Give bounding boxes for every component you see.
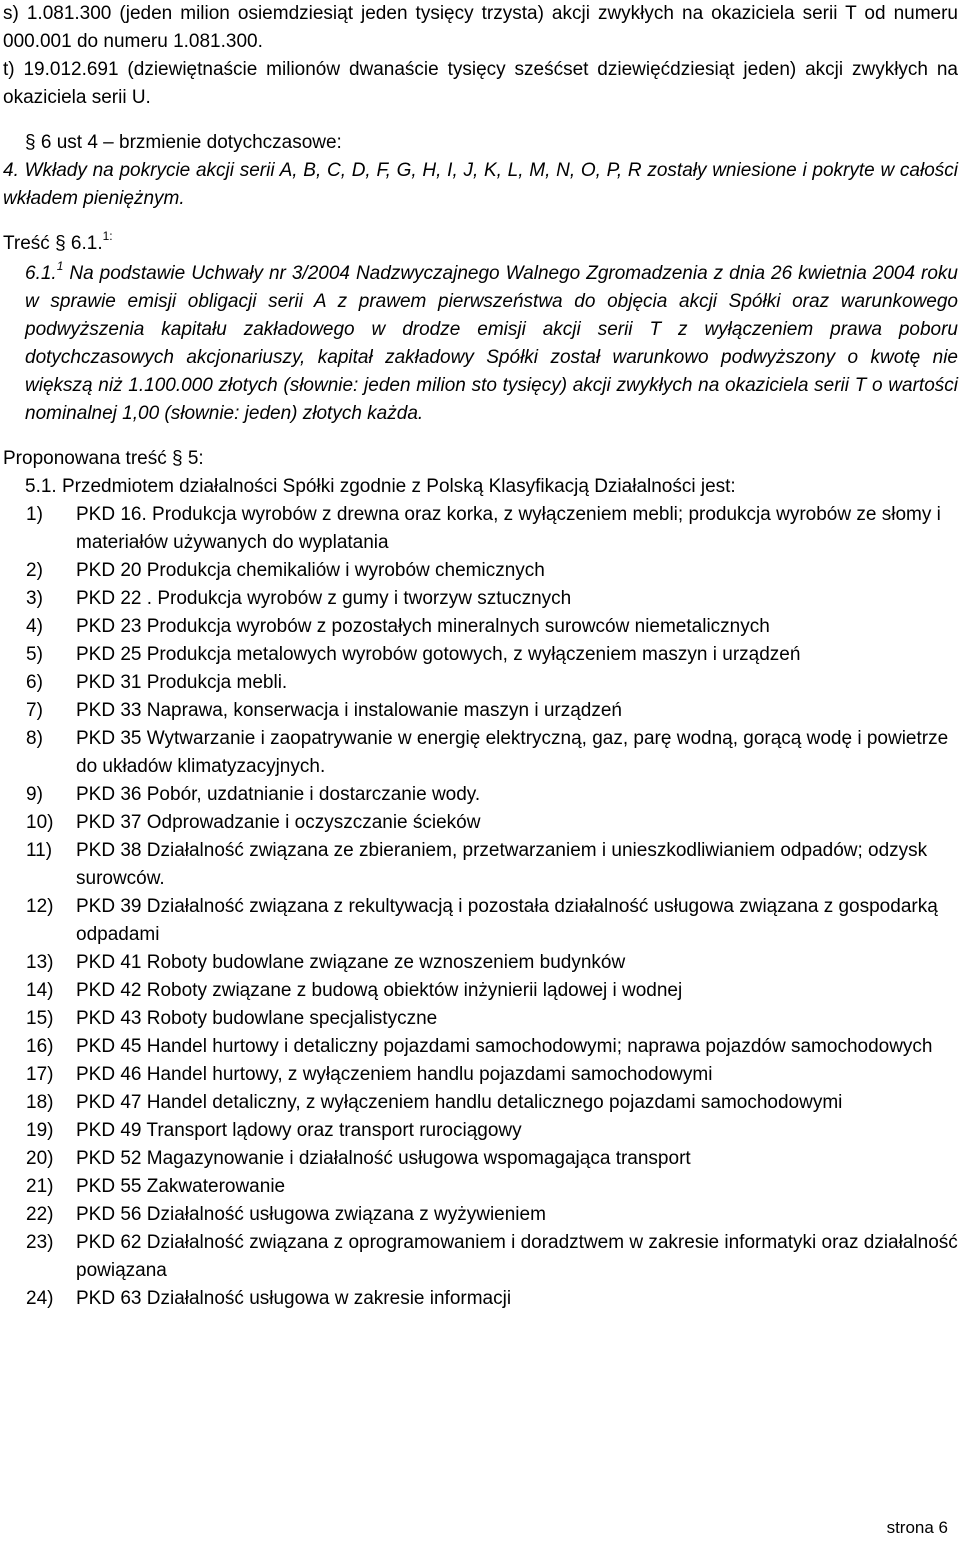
item-s: s) 1.081.300 (jeden milion osiemdziesiąt jeden tysięcy trzysta) akcji zwykłych na okaziciela serii T od numeru 000.001 do numeru 1.081.300. — [3, 3, 958, 52]
list-item-number: 3) — [26, 588, 43, 609]
tresc-heading-sup: 1: — [102, 229, 113, 243]
list-item-number: 5) — [26, 644, 43, 665]
list-item — [3, 837, 958, 893]
tresc-paragraph — [3, 260, 958, 428]
list-item — [3, 725, 958, 781]
list-item — [3, 1061, 958, 1089]
list-item-text: PKD 42 Roboty związane z budową obiektów inżynierii lądowej i wodnej — [76, 980, 683, 1001]
list-item — [3, 893, 958, 949]
list-item-number: 22) — [26, 1204, 54, 1225]
list-item-text: PKD 38 Działalność związana ze zbieraniem, przetwarzaniem i unieszkodliwianiem odpadów; odzysk surowców. — [76, 840, 928, 889]
list-item-text: PKD 52 Magazynowanie i działalność usługowa wspomagająca transport — [76, 1148, 691, 1169]
page-number: strona 6 — [886, 1518, 948, 1537]
list-item — [3, 501, 958, 557]
list-item-number: 14) — [26, 980, 54, 1001]
list-item-text: PKD 41 Roboty budowlane związane ze wznoszeniem budynków — [76, 952, 626, 973]
list-item — [3, 977, 958, 1005]
list-item-number: 6) — [26, 672, 43, 693]
list-item-number: 18) — [26, 1092, 54, 1113]
proposed-intro: 5.1. Przedmiotem działalności Spółki zgodnie z Polską Klasyfikacją Działalności jest: — [25, 476, 736, 497]
list-item — [3, 557, 958, 585]
list-item-number: 16) — [26, 1036, 54, 1057]
list-item-text: PKD 62 Działalność związana z oprogramowaniem i doradztwem w zakresie informatyki oraz działalność powiązana — [76, 1232, 958, 1281]
list-item-text: PKD 39 Działalność związana z rekultywacją i pozostała działalność usługowa związana z gospodarką odpadami — [76, 896, 938, 945]
item-t: t) 19.012.691 (dziewiętnaście milionów dwanaście tysięcy sześćset dziewięćdziesiąt jeden) akcji zwykłych na okaziciela serii U. — [3, 59, 958, 108]
list-item-text: PKD 25 Produkcja metalowych wyrobów gotowych, z wyłączeniem maszyn i urządzeń — [76, 644, 801, 665]
list-item — [3, 641, 958, 669]
tresc-paragraph-num: 6.1. — [25, 263, 57, 284]
list-item-text: PKD 36 Pobór, uzdatnianie i dostarczanie wody. — [76, 784, 481, 805]
list-item-number: 13) — [26, 952, 54, 973]
list-item-text: PKD 43 Roboty budowlane specjalistyczne — [76, 1008, 438, 1029]
list-item — [3, 1145, 958, 1173]
list-item — [3, 1005, 958, 1033]
list-item-text: PKD 20 Produkcja chemikaliów i wyrobów chemicznych — [76, 560, 545, 581]
list-item-number: 17) — [26, 1064, 54, 1085]
list-item — [3, 809, 958, 837]
list-item-number: 10) — [26, 812, 54, 833]
list-item-text: PKD 46 Handel hurtowy, z wyłączeniem handlu pojazdami samochodowymi — [76, 1064, 713, 1085]
list-item-text: PKD 45 Handel hurtowy i detaliczny pojazdami samochodowymi; naprawa pojazdów samochodowych — [76, 1036, 933, 1057]
list-item — [3, 781, 958, 809]
list-item — [3, 949, 958, 977]
pkd-list — [3, 501, 958, 1313]
list-item-text: PKD 55 Zakwaterowanie — [76, 1176, 286, 1197]
list-item-number: 7) — [26, 700, 43, 721]
list-item — [3, 1285, 958, 1313]
list-item — [3, 613, 958, 641]
list-item-number: 9) — [26, 784, 43, 805]
list-item-text: PKD 63 Działalność usługowa w zakresie informacji — [76, 1288, 512, 1309]
list-item — [3, 669, 958, 697]
list-item-text: PKD 22 . Produkcja wyrobów z gumy i tworzyw sztucznych — [76, 588, 572, 609]
list-item — [3, 1201, 958, 1229]
list-item-number: 20) — [26, 1148, 54, 1169]
proposed-heading: Proponowana treść § 5: — [3, 448, 204, 469]
tresc-heading — [3, 230, 958, 258]
list-item — [3, 1117, 958, 1145]
list-item-text: PKD 33 Naprawa, konserwacja i instalowanie maszyn i urządzeń — [76, 700, 622, 721]
list-item-number: 19) — [26, 1120, 54, 1141]
list-item — [3, 1173, 958, 1201]
list-item-number: 21) — [26, 1176, 54, 1197]
list-item-text: PKD 23 Produkcja wyrobów z pozostałych mineralnych surowców niemetalicznych — [76, 616, 770, 637]
list-item — [3, 1229, 958, 1285]
list-item-text: PKD 35 Wytwarzanie i zaopatrywanie w energię elektryczną, gaz, parę wodną, gorącą wodę i powietrze do układów klimatyzacyjnych. — [76, 728, 949, 777]
list-item — [3, 585, 958, 613]
tresc-heading-text: Treść § 6.1. — [3, 233, 103, 254]
list-item-number: 4) — [26, 616, 43, 637]
tresc-paragraph-sup: 1 — [56, 259, 64, 273]
list-item-number: 12) — [26, 896, 54, 917]
list-item-number: 24) — [26, 1288, 54, 1309]
list-item-number: 23) — [26, 1232, 54, 1253]
list-item-number: 11) — [26, 840, 53, 861]
tresc-paragraph-text: Na podstawie Uchwały nr 3/2004 Nadzwyczajnego Walnego Zgromadzenia z dnia 26 kwietnia 2004 roku w sprawie emisji obligacji serii A z prawem pierwszeństwa do objęcia akcji Spółki oraz warunkowego podwyższenia kapitału zakładowego w drodze emisji akcji serii T z wyłączeniem prawa poboru dotychczasowych akcjonariuszy, kapitał zakładowy Spółki został warunkowo podwyższony o kwotę nie większą niż 1.100.000 złotych (słownie: jeden milion sto tysięcy) akcji zwykłych na okaziciela serii T o wartości nominalnej 1,00 (słownie: jeden) złotych każda. — [25, 263, 959, 424]
list-item-number: 2) — [26, 560, 43, 581]
list-item — [3, 697, 958, 725]
list-item — [3, 1033, 958, 1061]
list-item-number: 1) — [26, 504, 43, 525]
section-6-text: 4. Wkłady na pokrycie akcji serii A, B, C, D, F, G, H, I, J, K, L, M, N, O, P, R zostały wniesione i pokryte w całości wkładem pieniężnym. — [3, 160, 958, 209]
list-item-text: PKD 31 Produkcja mebli. — [76, 672, 288, 693]
list-item-text: PKD 47 Handel detaliczny, z wyłączeniem handlu detalicznego pojazdami samochodowymi — [76, 1092, 843, 1113]
list-item-number: 15) — [26, 1008, 54, 1029]
list-item-number: 8) — [26, 728, 43, 749]
list-item-text: PKD 49 Transport lądowy oraz transport rurociągowy — [76, 1120, 522, 1141]
list-item-text: PKD 37 Odprowadzanie i oczyszczanie ścieków — [76, 812, 481, 833]
section-6-heading: § 6 ust 4 – brzmienie dotychczasowe: — [25, 132, 342, 153]
list-item-text: PKD 16. Produkcja wyrobów z drewna oraz korka, z wyłączeniem mebli; produkcja wyrobów ze słomy i materiałów używanych do wyplatania — [76, 504, 941, 553]
list-item — [3, 1089, 958, 1117]
document-content — [3, 0, 958, 1313]
list-item-text: PKD 56 Działalność usługowa związana z wyżywieniem — [76, 1204, 546, 1225]
